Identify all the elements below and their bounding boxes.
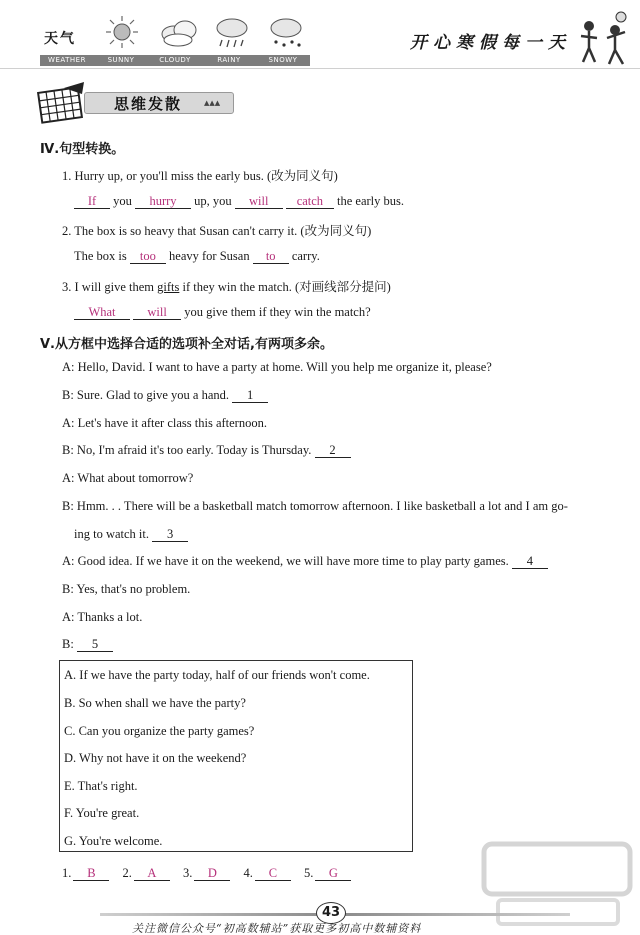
option-item: F. You're great. bbox=[64, 806, 140, 820]
option-item: C. Can you organize the party games? bbox=[64, 724, 255, 738]
dialog-line: B: Hmm. . . There will be a basketball match tomorrow afternoon. I like basketball a lot and I am go- bbox=[62, 499, 568, 513]
banner-dots-icon: ▲▲▲ bbox=[204, 99, 221, 107]
dialog-line: B: Yes, that's no problem. bbox=[62, 582, 191, 596]
header-divider bbox=[0, 68, 640, 69]
answer-blank: will bbox=[235, 194, 283, 209]
answer-blank: C bbox=[255, 866, 291, 881]
weather-label: 天气 bbox=[44, 31, 76, 47]
answer-blank: 2 bbox=[315, 443, 351, 458]
weather-strip-label: SNOWY bbox=[268, 56, 298, 64]
answer-blank: If bbox=[74, 194, 110, 209]
dialog-line: A: Hello, David. I want to have a party at home. Will you help me organize it, please? bbox=[62, 360, 492, 374]
dialog-line: A: Thanks a lot. bbox=[62, 610, 143, 624]
dialog-line bbox=[62, 637, 113, 652]
q2-answer-line bbox=[74, 249, 320, 264]
answer-number: 5. bbox=[304, 866, 314, 880]
answer-blank: 1 bbox=[232, 388, 268, 403]
static-text: the early bus. bbox=[337, 194, 404, 208]
book-title: 开心寒假每一天 bbox=[410, 33, 571, 53]
page-header bbox=[0, 0, 640, 70]
dialog-line: A: Let's have it after class this afternoon. bbox=[62, 416, 267, 430]
answer-blank: G bbox=[315, 866, 351, 881]
answer-blank: to bbox=[253, 249, 289, 264]
calendar-icon bbox=[34, 80, 90, 124]
weather-strip-label: WEATHER bbox=[48, 56, 86, 64]
cloudy-icon bbox=[158, 14, 200, 50]
q1-answer-line bbox=[74, 194, 404, 209]
answer-blank: hurry bbox=[135, 194, 191, 209]
static-text: heavy for Susan bbox=[169, 249, 250, 263]
answer-blank: catch bbox=[286, 194, 334, 209]
dialog-line bbox=[62, 388, 268, 403]
answer-number: 2. bbox=[122, 866, 132, 880]
static-text: up, you bbox=[194, 194, 232, 208]
static-text: B: bbox=[62, 637, 74, 651]
answer-blank: 3 bbox=[152, 527, 188, 542]
answer-blank: A bbox=[134, 866, 170, 881]
q2-prompt: 2. The box is so heavy that Susan can't carry it. (改为同义句) bbox=[62, 224, 372, 238]
answer-number: 4. bbox=[243, 866, 253, 880]
answer-blank: What bbox=[74, 305, 130, 320]
q3-prompt bbox=[62, 277, 391, 295]
banner-title: 思维发散 bbox=[114, 95, 183, 113]
watermark-logo bbox=[478, 838, 636, 930]
kids-playing-icon bbox=[575, 10, 637, 68]
option-item: A. If we have the party today, half of our friends won't come. bbox=[64, 668, 370, 682]
page-number: 43 bbox=[316, 902, 346, 924]
weather-strip bbox=[40, 55, 310, 66]
static-text: B: Sure. Glad to give you a hand. bbox=[62, 388, 229, 402]
answer-blank: B bbox=[73, 866, 109, 881]
weather-strip-label: SUNNY bbox=[107, 56, 135, 64]
sunny-icon bbox=[104, 14, 140, 50]
static-text: A: Good idea. If we have it on the weekend, we will have more time to play party games. bbox=[62, 554, 509, 568]
underlined-word: gifts bbox=[157, 280, 180, 294]
footer-note: 关注微信公众号“初高数辅站”获取更多初高中数辅资料 bbox=[132, 922, 422, 935]
option-item: G. You're welcome. bbox=[64, 834, 163, 848]
static-text: 3. I will give them bbox=[62, 280, 154, 294]
weather-strip-label: CLOUDY bbox=[159, 56, 191, 64]
q3-answer-line bbox=[74, 305, 371, 320]
answer-number: 3. bbox=[183, 866, 193, 880]
static-text: ing to watch it. bbox=[74, 527, 149, 541]
weather-strip-label: RAINY bbox=[217, 56, 241, 64]
answer-blank: 5 bbox=[77, 637, 113, 652]
q1-prompt: 1. Hurry up, or you'll miss the early bus. (改为同义句) bbox=[62, 169, 338, 183]
rainy-icon bbox=[212, 14, 254, 50]
answer-row bbox=[62, 866, 361, 881]
section-iv-title: Ⅳ.句型转换。 bbox=[40, 142, 125, 157]
answer-number: 1. bbox=[62, 866, 72, 880]
option-item: E. That's right. bbox=[64, 779, 138, 793]
answer-blank: D bbox=[194, 866, 230, 881]
section-banner bbox=[34, 80, 244, 124]
static-text: you bbox=[113, 194, 132, 208]
answer-blank: too bbox=[130, 249, 166, 264]
dialog-line bbox=[74, 527, 188, 542]
static-text: carry. bbox=[291, 249, 320, 263]
dialog-line: A: What about tomorrow? bbox=[62, 471, 194, 485]
section-v-title: Ⅴ.从方框中选择合适的选项补全对话,有两项多余。 bbox=[40, 337, 333, 352]
dialog-line bbox=[62, 554, 548, 569]
options-box bbox=[59, 660, 413, 852]
static-text: The box is bbox=[74, 249, 127, 263]
option-item: B. So when shall we have the party? bbox=[64, 696, 246, 710]
answer-blank: 4 bbox=[512, 554, 548, 569]
static-text: you give them if they win the match? bbox=[184, 305, 371, 319]
static-text: B: No, I'm afraid it's too early. Today is Thursday. bbox=[62, 443, 312, 457]
answer-blank: will bbox=[133, 305, 181, 320]
option-item: D. Why not have it on the weekend? bbox=[64, 751, 247, 765]
snowy-icon bbox=[266, 14, 308, 50]
dialog-line bbox=[62, 443, 351, 458]
static-text: if they win the match. (对画线部分提问) bbox=[182, 280, 391, 294]
